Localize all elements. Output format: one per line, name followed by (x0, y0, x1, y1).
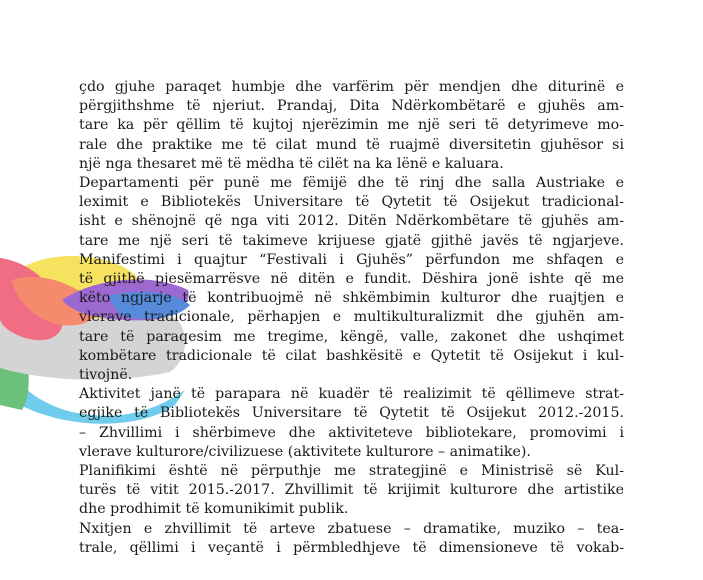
text-line: kombëtare tradicionale të cilat bashkësitë e Qytetit të Osijekut i kul- (79, 347, 624, 364)
document-body (79, 78, 624, 558)
text-line: Aktivitet janë të parapara në kuadër të realizimit të qëllimeve strat- (79, 386, 624, 403)
text-line: Planifikimi është në përputhje me strategjinë e Ministrisë së Kul- (79, 463, 624, 480)
paragraph-1 (79, 78, 624, 174)
text-line: isht e shënojnë që nga viti 2012. Ditën Ndërkombëtare të gjuhës am- (79, 213, 624, 230)
text-line: turës të vitit 2015.-2017. Zhvillimit të krijimit kulturore dhe artistike (79, 482, 624, 499)
text-line: tivojnë. (79, 367, 133, 384)
text-line: tare të paraqesim me tregime, këngë, valle, zakonet dhe ushqimet (79, 328, 624, 345)
text-line: tare me një seri të takimeve krijuese gjatë gjithë javës të ngjarjeve. (79, 232, 624, 249)
text-line: tare ka për qëllim të kujtoj njerëzimin me një seri të detyrimeve mo- (79, 117, 624, 134)
text-line: – Zhvillimi i shërbimeve dhe aktiviteteve bibliotekare, promovimi i (79, 424, 624, 441)
paragraph-2 (79, 174, 624, 385)
text-line: Manifestimi i quajtur “Festivali i Gjuhës” përfundon me shfaqen e (79, 251, 624, 268)
text-line: dhe prodhimit të komunikimit publik. (79, 501, 349, 518)
paragraph-3 (79, 385, 624, 462)
text-line: çdo gjuhe paraqet humbje dhe varfërim për mendjen dhe diturinë e (79, 79, 624, 95)
text-line: të gjithë pjesëmarrësve në ditën e fundit. Dëshira jonë ishte që me (79, 271, 624, 288)
text-line: Nxitjen e zhvillimit të arteve zbatuese – dramatike, muziko – tea- (79, 520, 624, 537)
paragraph-5 (79, 520, 624, 558)
text-line: egjike të Bibliotekës Universitare të Qytetit të Osijekut 2012.-2015. (79, 405, 624, 422)
text-line: një nga thesaret më të mëdha të cilët na ka lënë e kaluara. (79, 155, 504, 172)
text-line: këto ngjarje të kontribuojmë në shkëmbimin kulturor dhe ruajtjen e (79, 290, 624, 307)
text-line: Departamenti për punë me fëmijë dhe të rinj dhe salla Austriake e (79, 175, 624, 192)
text-line: leximit e Bibliotekës Universitare të Qytetit të Osijekut tradicional- (79, 194, 624, 211)
paragraph-4 (79, 462, 624, 520)
text-line: trale, qëllimi i veçantë i përmbledhjeve të dimensioneve të vokab- (79, 539, 624, 556)
text-line: vlerave kulturore/civilizuese (aktivitete kulturore – animatike). (79, 443, 531, 460)
text-line: rale dhe praktike me të cilat mund të ruajmë diversitetin gjuhësor si (79, 136, 624, 153)
text-line: përgjithshme të njeriut. Prandaj, Dita Ndërkombëtarë e gjuhës am- (79, 98, 624, 115)
text-line: vlerave tradicionale, përhapjen e multikulturalizmit dhe gjuhën am- (79, 309, 624, 326)
